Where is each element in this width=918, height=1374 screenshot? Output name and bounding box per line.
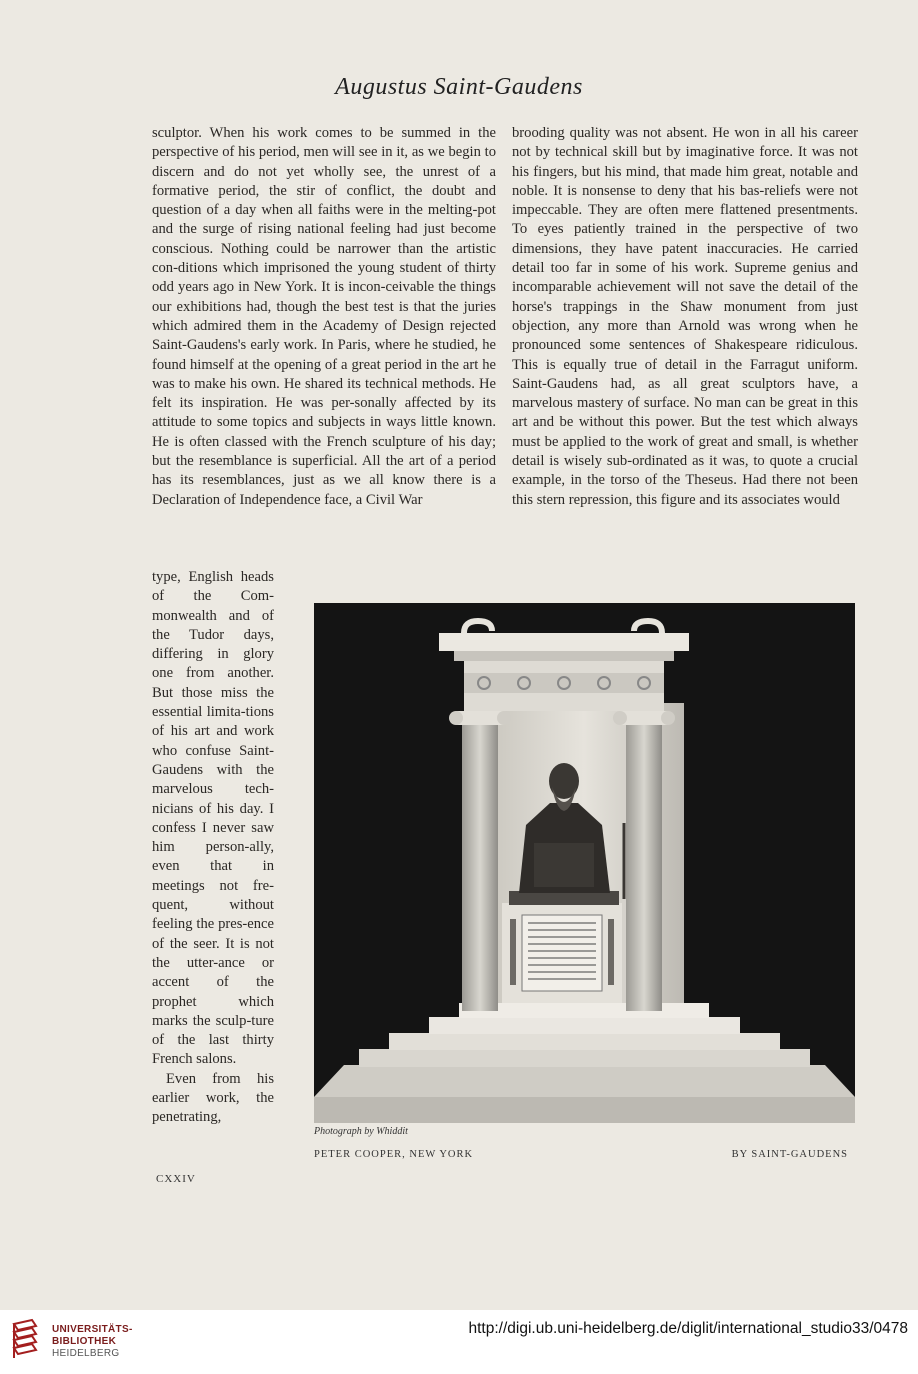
running-title: Augustus Saint-Gaudens [335,74,583,100]
source-url-link[interactable]: http://digi.ub.uni-heidelberg.de/diglit/international_studio33/0478 [468,1320,908,1337]
figure-caption-title: PETER COOPER, NEW YORK [314,1149,474,1160]
library-name-line-2: BIBLIOTHEK [52,1336,117,1347]
library-name-line-1: UNIVERSITÄTS- [52,1324,133,1335]
right-column-paragraph: brooding quality was not absent. He won in all his career not by technical skill but by imaginative force. It was not his fingers, but his mind, that made him great, notable and noble. It is nonsense to deny that his bas-reliefs were not impeccable. They are often mere flattened presentments. To eyes patiently trained in the perspective of two dimensions, they have patent inaccuracies. He carried detail too far in some of his work. Supreme genius and incomparable achievement will not save the detail of the horse's trappings in the Shaw monument from just objection, any more than Arnold was wrong when he pronounced some sentences of Shakespeare ridiculous. This is equally true of detail in the Farragut uniform. Saint-Gaudens had, as all great sculptors have, a marvelous mastery of surface. No man can be great in this art and be without this power. But the test which always must be applied to the work of great and small, is whether detail is wisely sub-ordinated as it was, to quote a crucial example, in the torso of the Theseus. Had there not been this stern repression, this figure and its associates would [512,125,858,508]
library-name-line-3: HEIDELBERG [52,1348,120,1359]
narrow-column-text [152,568,274,1128]
photo-credit: Photograph by Whiddit [314,1126,408,1137]
figure-caption-artist: BY SAINT-GAUDENS [731,1149,848,1160]
narrow-column-paragraph: type, English heads of the Com-monwealth and of the Tudor days, differing in glory one from another. But those miss the essential limita-tions of his art and work who confuse Saint-Gaudens with the marvelous tech-nicians of his day. I confess I never saw him person-ally, even that in meetings not fre-quent, without feeling the pres-ence of the seer. It is not the utter-ance or accent of the prophet which marks the sculp-ture of the last thirty French salons. [152,569,274,1068]
monument-photograph [314,603,855,1123]
left-column-paragraph: sculptor. When his work comes to be summed in the perspective of his period, men will see in it, as we begin to discern and do not yet wholly see, the unrest of a formative period, the stir of conflict, the doubt and question of a day when all faiths were in the melting-pot and the surge of rising national feeling had just become conscious. Nothing could be narrower than the artistic con-ditions which imprisoned the young student of thirty odd years ago in New York. It is incon-ceivable the things our exhibitions had, though the best test is that the juries which admired them in the Academy of Design rejected Saint-Gaudens's early work. In Paris, where he studied, he found himself at the opening of a great period in the art he was to make his own. He shared its technical methods. He felt its inspiration. He was per-sonally affected by its attitude to some topics and subjects in ways little known. He is often classed with the French sculpture of his day; but the resemblance is superficial. All the art of a period has its resemblances, just as we all know there is a Declaration of Independence face, a Civil War [152,125,496,508]
right-column-text [512,124,858,510]
page-number: CXXIV [156,1173,196,1185]
peter-cooper-monument-image [314,603,855,1123]
library-name [52,1324,133,1360]
narrow-column-paragraph-2: Even from his earlier work, the penetrating, [152,1070,274,1126]
university-library-logo-icon [10,1318,40,1362]
left-column-text [152,124,496,510]
